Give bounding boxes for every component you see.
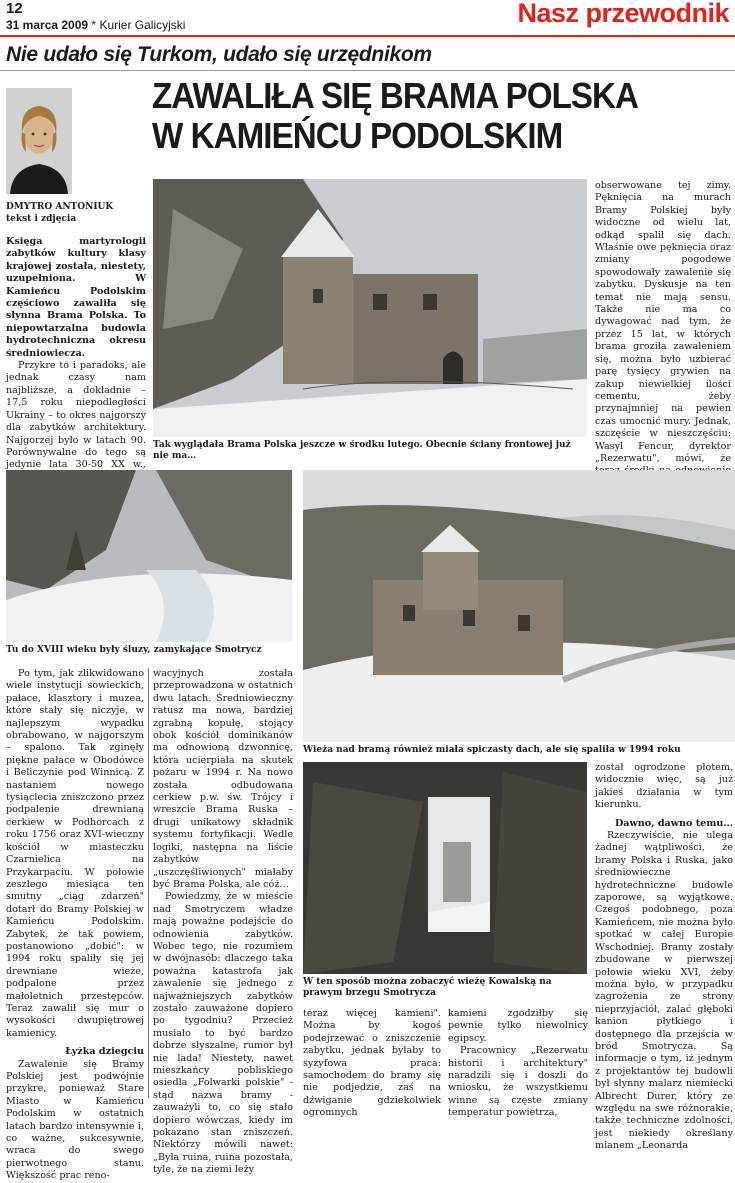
headline-line-1: ZAWALIŁA SIĘ BRAMA POLSKA: [152, 75, 639, 116]
caption-tower-photo: Wieża nad bramą również miała spiczasty dach, ale się spaliła w 1994 roku: [303, 745, 681, 755]
caption-window-photo: W ten sposób można zobaczyć wieżę Kowalską na prawym brzegu Smotrycza: [303, 977, 552, 999]
paragraph-devastation: Po tym, jak zlikwidowano wiele instytucji sowieckich, pałace, klasztory i muzea, które stały się niczyje, w najlepszym wypadku obrabowano, w najgorszym – spalono. Tak zginęły piękne pałace w Obodówce i Beliczynie pod Winnicą. Z nastaniem nowego tysiąclecia zniszczono przez podpalenie drewnianą cerkiew w Podhorcach z roku 1756 oraz XVI-wieczny kościół w miasteczku Czarnielica na Przykarpaciu. W połowie zeszłego miesiąca ten smutny „ciąg zdarzeń" dotarł do Bramy Polskiej w Kamieńcu Podolskim. Zabytek, że tak powiem, postanowiono „dobić": w 1994 roku spaliły się jej drewniane wieże, podpalone przez małoletnich przestępców. Teraz zawalił się mur o wysokości dwupiętrowej kamienicy.: [6, 668, 144, 1039]
headline-line-2: W KAMIEŃCU PODOLSKIM: [152, 115, 563, 157]
paragraph-authorities: Powiedzmy, że w mieście nad Smotryczem władze mają poważne podejście do odnowienia zabytków. Wobec tego, nie rozumiem w dwójnasób: dlaczego taka poważna katastrofa jak zawalenie się jednego z najważniejszych zabytków zostało zauważone dopiero po tygodniu? Przecież musiało to być bardzo dobrze słyszalne, rumor był nie lada! Niestety, nawet mieszkańcy pobliskiego osiedla „Folwarki polskie" - stąd nazwa bramy - zauważyli to, co się stało dopiero wówczas, kiedy im pokazano stan zniszczeń. Niektórzy mówili nawet: „Była ruina, ruina pozostała, tyle, że na ziemi leży: [153, 891, 293, 1176]
photo-polish-gate-february: [153, 179, 587, 437]
paragraph-1: Przykre to i paradoks, ale jednak czasy nam najbliższe, a dokładnie – 17,5 roku niepodległości Ukrainy – to okres najgorszy dla zabytków architektury. Najgorzej było w latach 90. Porównywalne do tego są jedynie lata 30-50 XX w.,: [6, 360, 146, 471]
paragraph-collapse: Zawalenie się Bramy Polskiej jest podwójnie przykre, ponieważ Stare Miasto w Kamieńcu Podolskim w ostatnich latach bardzo intensywnie i, co ważne, sukcesywnie, wraca do swego pierwotnego stanu. Większość prac reno-: [6, 1058, 144, 1182]
bottom-column-4: [448, 1008, 588, 1119]
right-column-top: [595, 180, 731, 470]
author-portrait: [6, 88, 72, 194]
bottom-column-5: [595, 762, 733, 1152]
bottom-column-1: [6, 668, 144, 1182]
paragraph-history: Rzeczywiście, nie ulega żadnej wątpliwości, że bramy Polska i Ruska, jako średniowieczne hydrotechniczne budowle zaporowe, są wyjątkowe. Czegoś podobnego, poza Kamieńcem, nie można było spotkać w całej Europie Wschodniej. Bramy zostały zbudowane w pierwszej połowie wieku XVI, żeby można było, w przypadku zagrożenia ze strony nieprzyjaciół, zalać głęboki kanion płytkiego i dostępnego dla przejścia w bród Smotrycza. Są informacje o tym, iż jednym z projektantów tej budowli był słynny malarz niemiecki Albrecht Durer, który ze względu na swe różnorakie, także techniczne zdolności, jest niekiedy określany mianem „Leonarda: [595, 830, 733, 1152]
caption-sluice-photo: Tu do XVIII wieku były śluzy, zamykające Smotrycz: [6, 645, 262, 655]
publication-name: Kurier Galicyjski: [99, 18, 186, 32]
header-rule: [0, 35, 735, 37]
photo-kowalska-tower-view: [303, 762, 587, 974]
photo-tower-over-gate: [303, 470, 735, 742]
left-column-top: [6, 236, 146, 472]
article-kicker: Nie udało się Turkom, udało się urzędnikom: [6, 43, 432, 66]
subhead-lyzka: Łyżka dziegciu: [65, 1046, 144, 1058]
caption-main-photo: Tak wyglądała Brama Polska jeszcze w środku lutego. Obecnie ściany frontowej już nie ma…: [153, 440, 571, 462]
photo-smotrycz-sluice: [6, 470, 292, 642]
paragraph-renovation: wacyjnych została przeprowadzona w ostatnich dwu latach. Średniowieczny ratusz ma nowa, bardziej zgrabną kopułę, stojący obok kościół dominikanów ma odnowioną dzwonnicę, która ucierpiała na skutek pożaru w 1994 r. Na nowo została odbudowana cerkiew p.w. św. Trójcy i wreszcie Brama Ruska – drugi unikatowy składnik systemu fortyfikacji. Wedle logiki, następna na liście zabytków „uszczęśliwionych" miałaby być Brama Polska, ale cóż…: [153, 668, 294, 890]
date-separator: *: [91, 18, 97, 32]
author-role: tekst i zdjęcia: [6, 214, 77, 224]
paragraph-stones: teraz więcej kamieni". Można by kogoś podejrzewać o zniszczenie zabytku, jednak byłaby to syzyfowa praca: samochodem do bramy się nie podjedzie, zaś na dźwiganie gdziekolwiek ogromnych: [303, 1008, 441, 1119]
paragraph-slaves: kamieni zgodziłby się pewnie tylko niewolnicy egipscy.: [448, 1008, 588, 1044]
paragraph-reserve-staff: Pracownicy „Rezerwatu historii i architektury" naradzili się i doszli do wniosku, że wszystkiemu winne są częste zmiany temperatur powietrza,: [448, 1045, 588, 1119]
paragraph-fence: został ogrodzone płotem, widocznie więc, są już jakieś działania w tym kierunku.: [595, 762, 733, 811]
page-number: 12: [6, 0, 23, 17]
article-lead: Księga martyrologii zabytków kultury klasy krajowej została, niestety, uzupełniona. W Kamieńcu Podolskim częściowo zawaliła się słynna Brama Polska. To niepowtarzalna budowla hydrotechniczna okresu średniowiecza.: [6, 236, 146, 359]
kicker-rule: [0, 70, 735, 71]
subhead-dawno: Dawno, dawno temu…: [614, 817, 733, 829]
bottom-column-2: [153, 668, 294, 1176]
bottom-column-3: [303, 1008, 441, 1119]
author-name: DMYTRO ANTONIUK: [6, 202, 114, 212]
issue-date: 31 marca 2009: [6, 18, 89, 32]
column-rule-1: [148, 668, 149, 1098]
issue-date-line: [6, 18, 185, 32]
article-headline: [152, 76, 686, 157]
right-column-paragraph: obserwowane tej zimy. Pęknięcia na murach Bramy Polskiej były widoczne od wielu lat, odkąd spalił się dach. Właśnie owe pęknięcia oraz zmiany pogodowe spowodowały zawalenie się zabytku. Dyskusje na ten temat nie mają sensu. Także nie ma co dywagować nad tym, że przez 15 lat, w których brama groziła zawaleniem się, można było uzbierać parę tysięcy grywien na zakup niewielkiej ilości cementu, żeby przynajmniej na pewien czas umocnić mury. Jednak, szczęście w nieszczęściu: Wasyl Fencur, dyrektor „Rezerwatu", mówi, że: [595, 180, 731, 464]
section-title: Nasz przewodnik: [517, 0, 729, 28]
